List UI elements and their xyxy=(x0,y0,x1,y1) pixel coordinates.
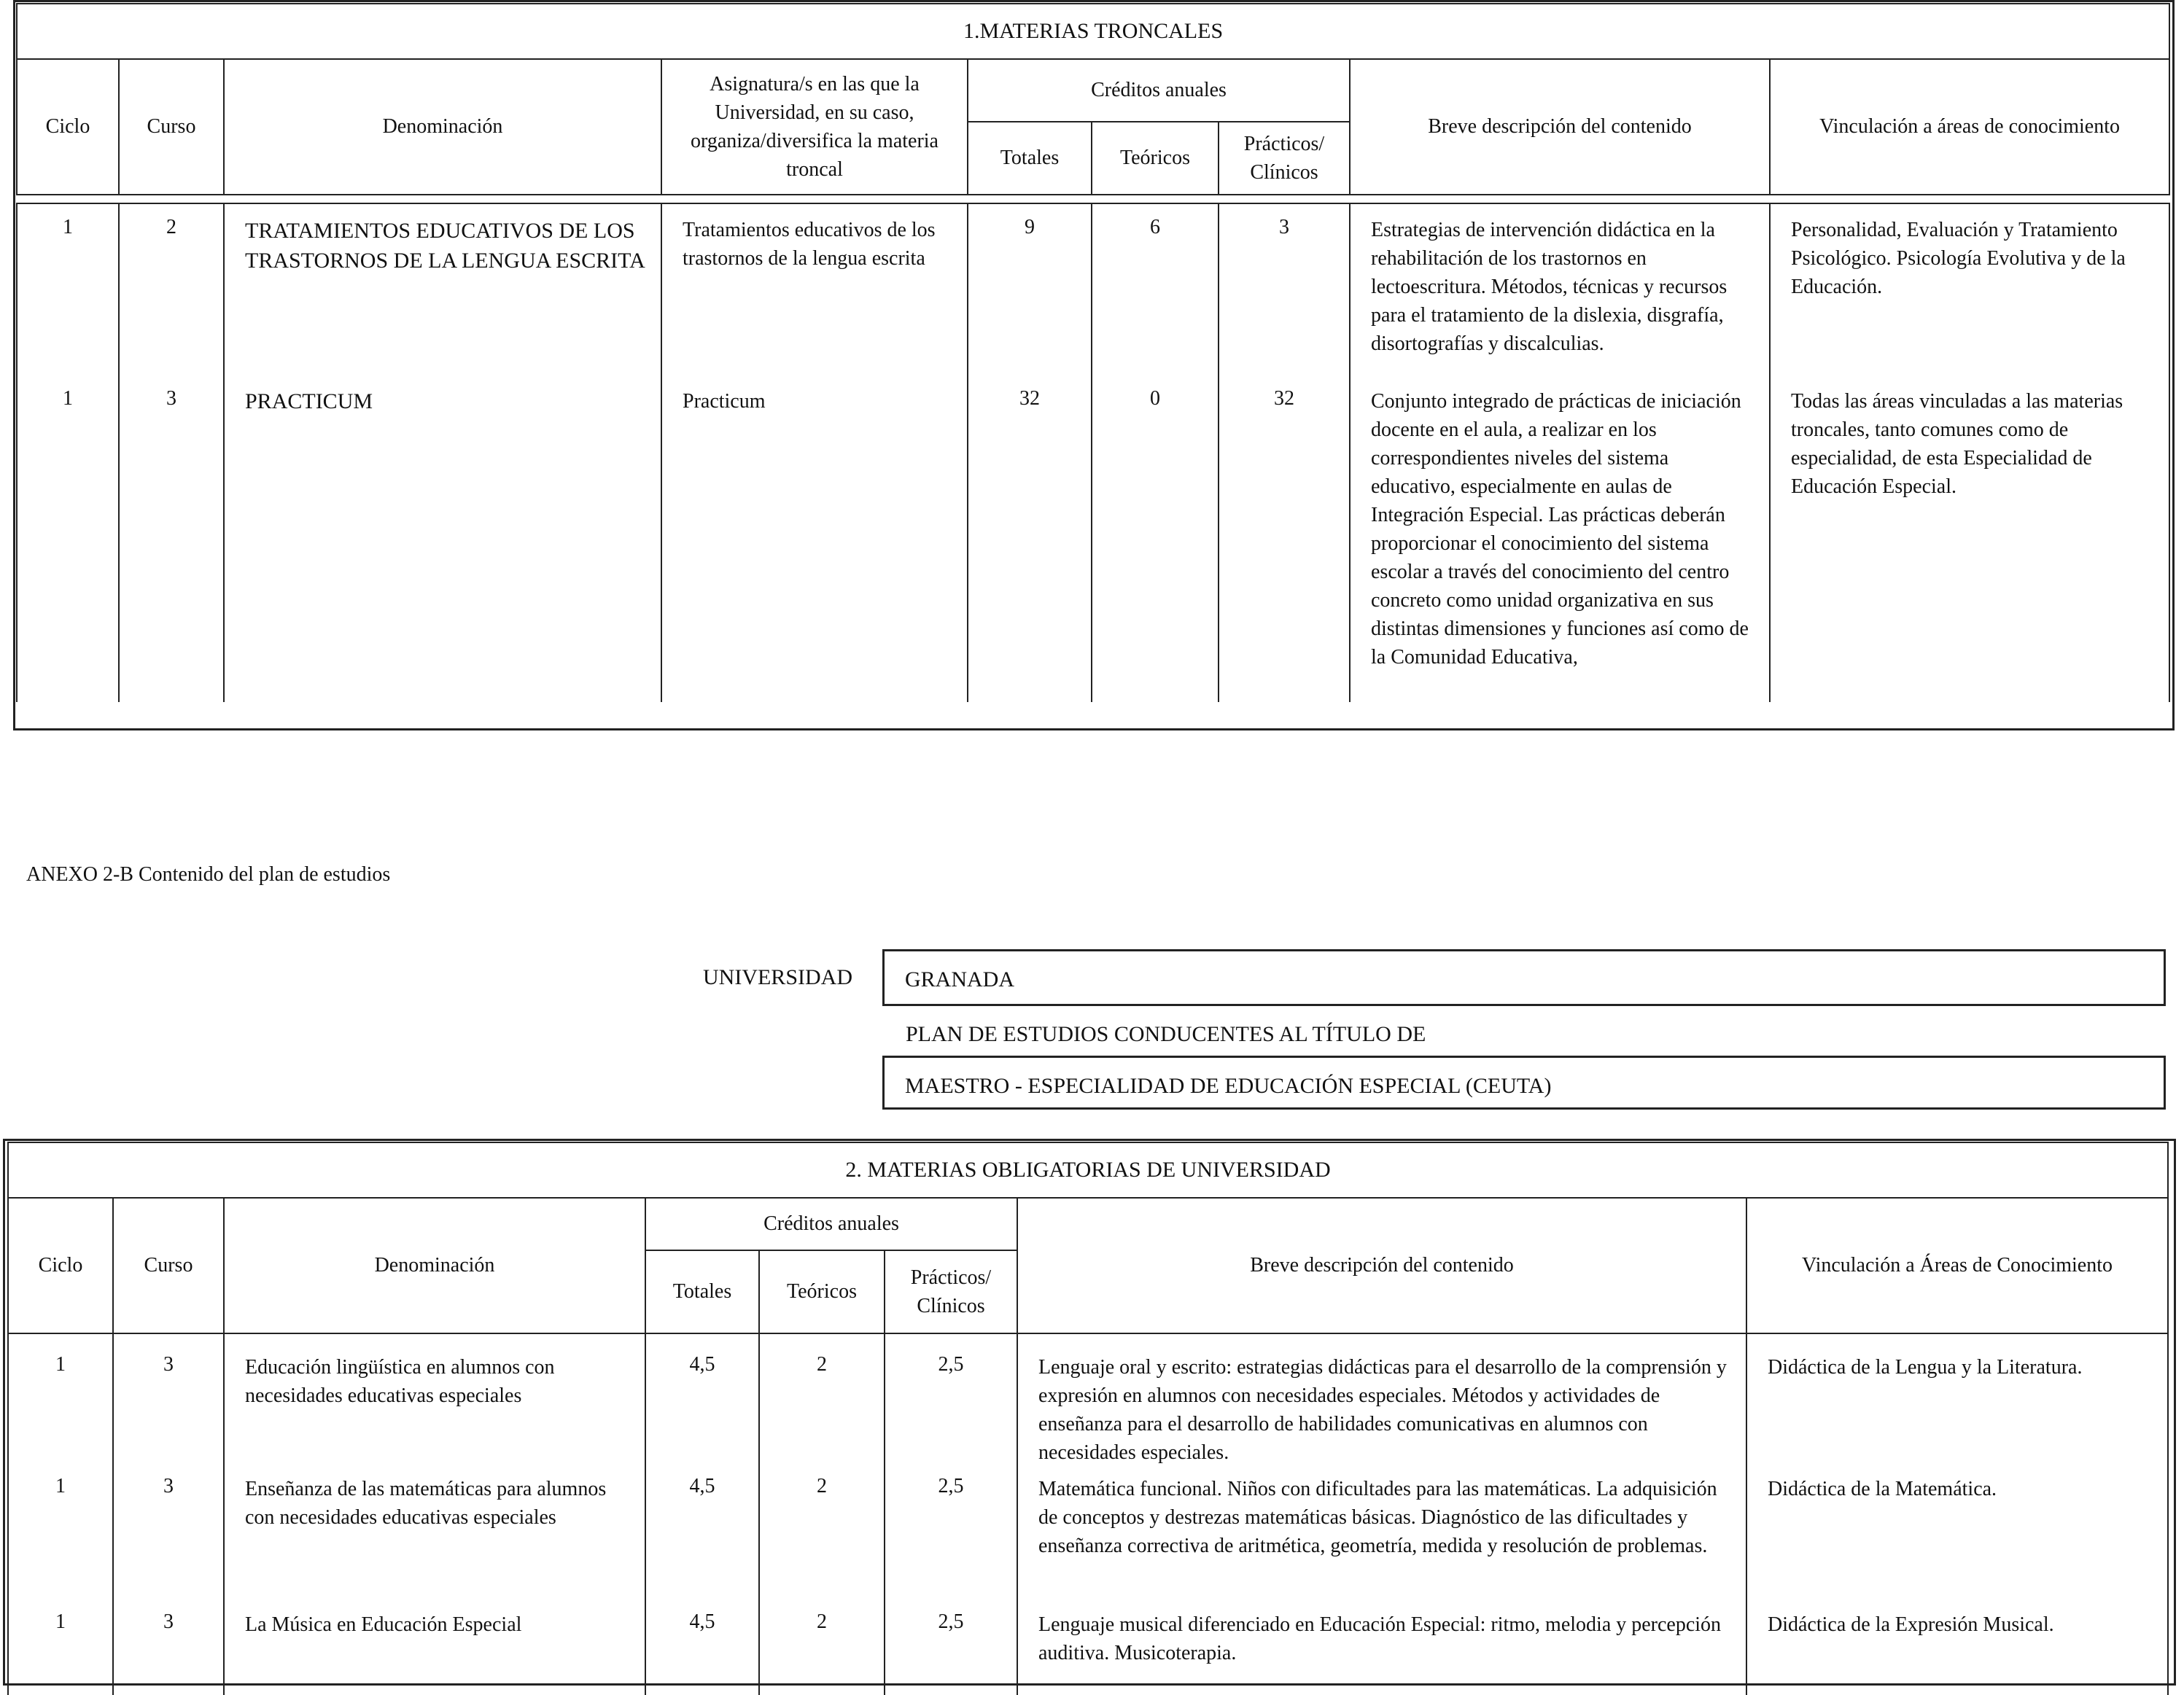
t2-header-teoricos: Teóricos xyxy=(759,1250,885,1333)
plan-label: PLAN DE ESTUDIOS CONDUCENTES AL TÍTULO DE xyxy=(906,1022,1426,1046)
t1-header-curso: Curso xyxy=(119,59,224,195)
row-denominacion: La Música en Educación Especial xyxy=(224,1608,645,1695)
row-asignatura: Practicum xyxy=(661,383,968,702)
t2-header-practicos: Prácticos/ Clínicos xyxy=(885,1250,1017,1333)
t2-header-creditos: Créditos anuales xyxy=(645,1198,1017,1250)
t1-header-denominacion: Denominación xyxy=(224,59,661,195)
row-curso: 3 xyxy=(113,1333,224,1470)
row-curso: 3 xyxy=(119,383,224,702)
table-row xyxy=(17,203,2169,383)
row-totales: 9 xyxy=(968,203,1092,383)
row-totales: 32 xyxy=(968,383,1092,702)
t2-header-denominacion: Denominación xyxy=(224,1198,645,1333)
row-totales: 4,5 xyxy=(645,1470,759,1608)
t1-header-practicos: Prácticos/ Clínicos xyxy=(1219,122,1350,195)
row-totales: 4,5 xyxy=(645,1608,759,1695)
t1-header-ciclo: Ciclo xyxy=(17,59,119,195)
table2-materias-obligatorias xyxy=(7,1142,2169,1695)
row-descripcion: Estrategias de intervención didáctica en la rehabilitación de los trastornos en lectoescritura. Métodos, técnicas y recursos para el tratamiento de la dislexia, disgrafía, disortografías y discalculias. xyxy=(1350,203,1770,383)
universidad-value: GRANADA xyxy=(905,967,1014,991)
t1-header-asignatura: Asignatura/s en las que la Universidad, en su caso, organiza/diversifica la materia troncal xyxy=(661,59,968,195)
t2-header-descripcion: Breve descripción del contenido xyxy=(1017,1198,1746,1333)
table1-title: 1.MATERIAS TRONCALES xyxy=(17,4,2169,59)
t2-header-vinculacion: Vinculación a Áreas de Conocimiento xyxy=(1746,1198,2168,1333)
t1-header-creditos: Créditos anuales xyxy=(968,59,1350,122)
row-denominacion: Educación lingüística en alumnos con necesidades educativas especiales xyxy=(224,1333,645,1470)
row-denominacion: Enseñanza de las matemáticas para alumnos con necesidades educativas especiales xyxy=(224,1470,645,1608)
t2-header-totales: Totales xyxy=(645,1250,759,1333)
row-ciclo: 1 xyxy=(8,1608,113,1695)
row-denominacion: TRATAMIENTOS EDUCATIVOS DE LOS TRASTORNOS DE LA LENGUA ESCRITA xyxy=(224,203,661,383)
row-descripcion: Conjunto integrado de prácticas de iniciación docente en el aula, a realizar en los correspondientes niveles del sistema educativo, especialmente en aulas de Integración Especial. Las prácticas deberán proporcionar el conocimiento del sistema escolar a través del conocimiento del centro concreto como unidad organizativa en sus distintas dimensiones y funciones así como de la Comunidad Educativa, xyxy=(1350,383,1770,702)
row-curso: 2 xyxy=(119,203,224,383)
t1-header-teoricos: Teóricos xyxy=(1092,122,1219,195)
t1-header-vinculacion: Vinculación a áreas de conocimiento xyxy=(1770,59,2169,195)
row-curso: 3 xyxy=(113,1608,224,1695)
t2-header-curso: Curso xyxy=(113,1198,224,1333)
row-ciclo: 1 xyxy=(8,1470,113,1608)
row-descripcion: Lenguaje musical diferenciado en Educación Especial: ritmo, melodia y percepción auditiva. Musicoterapia. xyxy=(1017,1608,1746,1695)
table-row xyxy=(17,383,2169,702)
row-ciclo: 1 xyxy=(17,203,119,383)
t1-header-gap xyxy=(17,195,2169,203)
row-denominacion: PRACTICUM xyxy=(224,383,661,702)
row-ciclo: 1 xyxy=(17,383,119,702)
row-vinculacion: Didáctica de la Matemática. xyxy=(1746,1470,2168,1608)
row-ciclo: 1 xyxy=(8,1333,113,1470)
row-practicos: 2,5 xyxy=(885,1470,1017,1608)
titulo-box xyxy=(882,1056,2166,1110)
row-practicos: 32 xyxy=(1219,383,1350,702)
row-vinculacion: Didáctica de la Lengua y la Literatura. xyxy=(1746,1333,2168,1470)
row-descripcion: Lenguaje oral y escrito: estrategias didácticas para el desarrollo de la comprensión y expresión en alumnos con necesidades especiales. Métodos y actividades de enseñanza para el desarrollo de habilidades comunicativas en alumnos con necesidades especiales. xyxy=(1017,1333,1746,1470)
row-teoricos: 2 xyxy=(759,1333,885,1470)
t2-header-ciclo: Ciclo xyxy=(8,1198,113,1333)
row-curso: 3 xyxy=(113,1470,224,1608)
t1-header-descripcion: Breve descripción del contenido xyxy=(1350,59,1770,195)
row-practicos: 2,5 xyxy=(885,1333,1017,1470)
table2-title: 2. MATERIAS OBLIGATORIAS DE UNIVERSIDAD xyxy=(8,1142,2168,1198)
row-practicos: 3 xyxy=(1219,203,1350,383)
row-asignatura: Tratamientos educativos de los trastornos de la lengua escrita xyxy=(661,203,968,383)
row-vinculacion: Personalidad, Evaluación y Tratamiento Psicológico. Psicología Evolutiva y de la Educación. xyxy=(1770,203,2169,383)
t1-header-totales: Totales xyxy=(968,122,1092,195)
table1-materias-troncales xyxy=(16,3,2170,702)
anexo-caption: ANEXO 2-B Contenido del plan de estudios xyxy=(26,863,391,886)
universidad-box xyxy=(882,949,2166,1006)
row-practicos: 2,5 xyxy=(885,1608,1017,1695)
table-row xyxy=(8,1608,2168,1695)
row-totales: 4,5 xyxy=(645,1333,759,1470)
row-teoricos: 6 xyxy=(1092,203,1219,383)
universidad-label: UNIVERSIDAD xyxy=(703,965,852,989)
row-teoricos: 0 xyxy=(1092,383,1219,702)
row-descripcion: Matemática funcional. Niños con dificultades para las matemáticas. La adquisición de conceptos y destrezas matemáticas básicas. Diagnóstico de las dificultades y enseñanza correctiva de aritmética, geometría, medida y resolución de problemas. xyxy=(1017,1470,1746,1608)
titulo-value: MAESTRO - ESPECIALIDAD DE EDUCACIÓN ESPECIAL (CEUTA) xyxy=(905,1074,1552,1098)
row-teoricos: 2 xyxy=(759,1470,885,1608)
table-row xyxy=(8,1333,2168,1470)
row-teoricos: 2 xyxy=(759,1608,885,1695)
row-vinculacion: Didáctica de la Expresión Musical. xyxy=(1746,1608,2168,1695)
row-vinculacion: Todas las áreas vinculadas a las materias troncales, tanto comunes como de especialidad, de esta Especialidad de Educación Especial. xyxy=(1770,383,2169,702)
table-row xyxy=(8,1470,2168,1608)
